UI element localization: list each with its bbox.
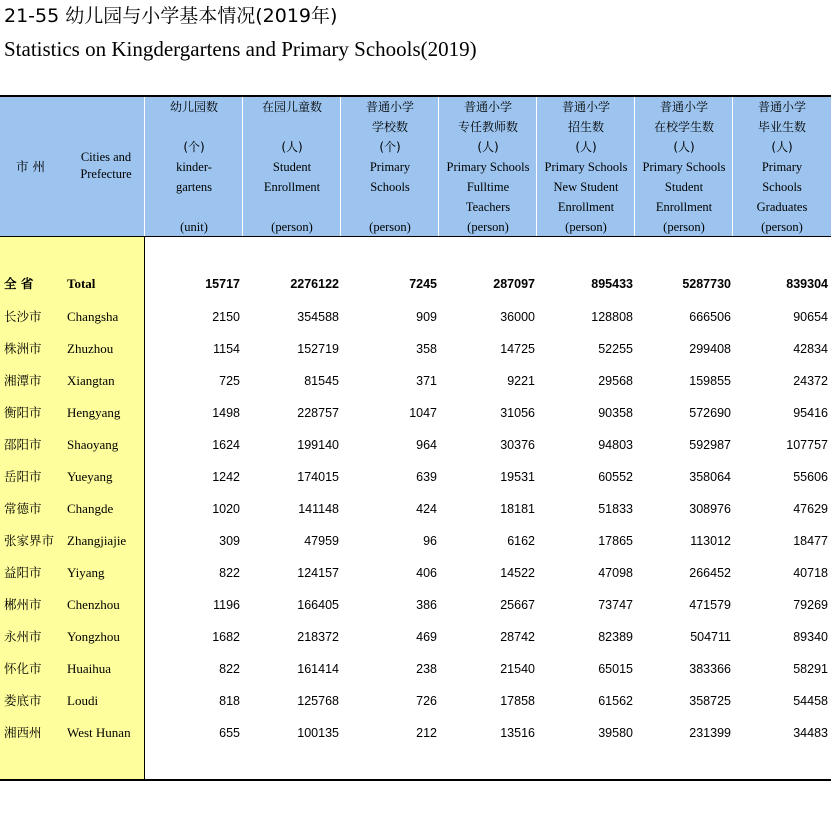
table-row (0, 301, 831, 333)
table-cell: 96 (423, 534, 437, 548)
table-cell: 354588 (297, 310, 339, 324)
page-title-zh: 21-55 幼儿园与小学基本情况(2019年) (4, 5, 338, 27)
stub-header-zh: 市 州 (16, 159, 45, 174)
row-label-zh: 邵阳市 (4, 437, 42, 452)
table-cell: 895433 (591, 277, 633, 291)
table-cell: 79269 (793, 598, 828, 612)
table-cell: 266452 (689, 566, 731, 580)
column-header-label-en: kinder- (176, 160, 212, 174)
table-row (0, 333, 831, 365)
table-cell: 5287730 (682, 277, 731, 291)
table-row (0, 461, 831, 493)
table-cell: 6162 (507, 534, 535, 548)
table-cell: 592987 (689, 438, 731, 452)
column-header-label-zh: 在园儿童数 (261, 100, 322, 114)
table-cell: 18181 (500, 502, 535, 516)
table-cell: 28742 (500, 630, 535, 644)
table-row (0, 685, 831, 717)
column-header-label-zh: (人) (771, 140, 793, 154)
row-label-en: Yiyang (67, 565, 105, 580)
column-header-unit-en: (person) (467, 220, 509, 234)
row-label-zh: 永州市 (4, 629, 42, 644)
table-row (0, 621, 831, 653)
column-header-label-en: Teachers (465, 200, 511, 214)
table-cell: 29568 (598, 374, 633, 388)
table-cell: 73747 (598, 598, 633, 612)
column-header-label-en: Fulltime (466, 180, 510, 194)
column-header-label-zh: 普通小学 (561, 100, 610, 114)
column-header-label-en: Primary Schools (544, 160, 628, 174)
column-header-label-zh: 毕业生数 (757, 120, 806, 134)
row-label-zh: 怀化市 (4, 661, 42, 676)
table-cell: 469 (416, 630, 437, 644)
table-cell: 159855 (689, 374, 731, 388)
table-cell: 166405 (297, 598, 339, 612)
column-header-unit-en: (person) (565, 220, 607, 234)
table-cell: 1682 (212, 630, 240, 644)
column-header-label-en: Enrollment (655, 200, 713, 214)
table-cell: 94803 (598, 438, 633, 452)
column-header-label-zh: 专任教师数 (457, 120, 518, 134)
row-label-en: Yueyang (67, 469, 113, 484)
row-label-zh: 衡阳市 (4, 405, 42, 420)
table-cell: 128808 (591, 310, 633, 324)
row-label-zh: 娄底市 (4, 693, 42, 708)
table-cell: 13516 (500, 726, 535, 740)
column-header-label-zh: (人) (281, 140, 303, 154)
stub-header-en: Cities and Prefecture (80, 150, 132, 181)
row-label-zh: 岳阳市 (4, 469, 42, 484)
column-header-unit-en: (person) (663, 220, 705, 234)
column-header-label-zh: (人) (477, 140, 499, 154)
row-label-en: Shaoyang (67, 437, 119, 452)
table-cell: 1498 (212, 406, 240, 420)
table-cell: 34483 (793, 726, 828, 740)
table-cell: 639 (416, 470, 437, 484)
table-cell: 358064 (689, 470, 731, 484)
table-cell: 287097 (493, 277, 535, 291)
column-header (537, 97, 635, 236)
table-cell: 21540 (500, 662, 535, 676)
table-cell: 228757 (297, 406, 339, 420)
row-label-zh: 益阳市 (4, 565, 42, 580)
table-cell: 358725 (689, 694, 731, 708)
column-header-label-zh: 普通小学 (757, 100, 806, 114)
table-cell: 36000 (500, 310, 535, 324)
table-cell: 358 (416, 342, 437, 356)
column-header-label-zh: (人) (575, 140, 597, 154)
row-label-en: Hengyang (67, 405, 121, 420)
table-cell: 383366 (689, 662, 731, 676)
row-label-en: Yongzhou (67, 629, 120, 644)
table-cell: 822 (219, 662, 240, 676)
table-cell: 199140 (297, 438, 339, 452)
column-header-label-en: Primary (369, 160, 411, 174)
table-cell: 107757 (786, 438, 828, 452)
table-cell: 55606 (793, 470, 828, 484)
table-cell: 9221 (507, 374, 535, 388)
table-cell: 655 (219, 726, 240, 740)
row-label-zh: 常德市 (4, 501, 42, 516)
table-cell: 2276122 (290, 277, 339, 291)
table-cell: 1154 (213, 342, 240, 356)
table-cell: 42834 (793, 342, 828, 356)
row-label-en: West Hunan (67, 725, 131, 740)
column-header-label-en: Enrollment (557, 200, 615, 214)
column-header-label-zh: 学校数 (371, 120, 408, 134)
table-cell: 113012 (690, 534, 731, 548)
table-cell: 24372 (793, 374, 828, 388)
table-cell: 18477 (793, 534, 828, 548)
row-label-en: Changsha (67, 309, 119, 324)
table-cell: 822 (219, 566, 240, 580)
column-header-label-zh: (人) (673, 140, 695, 154)
row-label-en: Chenzhou (67, 597, 120, 612)
column-header-label-zh: 招生数 (567, 120, 604, 134)
table-row (0, 557, 831, 589)
column-header-label-en: Schools (762, 180, 802, 194)
table-row (0, 429, 831, 461)
table-cell: 58291 (793, 662, 828, 676)
table-cell: 726 (416, 694, 437, 708)
table-cell: 89340 (793, 630, 828, 644)
table-cell: 19531 (500, 470, 535, 484)
row-label-zh: 全 省 (4, 276, 34, 291)
column-header-label-en: Enrollment (263, 180, 321, 194)
table-cell: 51833 (598, 502, 633, 516)
row-label-zh: 长沙市 (4, 309, 42, 324)
table-cell: 17865 (598, 534, 633, 548)
table-cell: 141148 (298, 502, 339, 516)
table-cell: 47629 (793, 502, 828, 516)
table-cell: 65015 (598, 662, 633, 676)
row-label-en: Loudi (67, 693, 99, 708)
column-header-label-en: Primary (761, 160, 803, 174)
column-header-label-zh: 普通小学 (463, 100, 512, 114)
column-header (439, 97, 537, 236)
column-header-label-en: Graduates (756, 200, 808, 214)
column-header-label-en: Primary Schools (642, 160, 726, 174)
row-label-zh: 郴州市 (4, 597, 42, 612)
table-cell: 174015 (297, 470, 339, 484)
table-cell: 299408 (689, 342, 731, 356)
table-cell: 81545 (304, 374, 339, 388)
table-row (0, 717, 831, 749)
table-cell: 7245 (409, 277, 437, 291)
table-cell: 52255 (598, 342, 633, 356)
table-row-total (0, 268, 831, 300)
row-label-en: Huaihua (67, 661, 112, 676)
table-cell: 25667 (500, 598, 535, 612)
row-label-en: Zhuzhou (67, 341, 114, 356)
table-cell: 818 (219, 694, 240, 708)
table-row (0, 365, 831, 397)
table-cell: 47098 (598, 566, 633, 580)
table-cell: 1020 (212, 502, 240, 516)
table-cell: 1196 (213, 598, 240, 612)
table-cell: 60552 (598, 470, 633, 484)
column-header-label-zh: (个) (183, 140, 205, 154)
table-cell: 308976 (689, 502, 731, 516)
table-cell: 90358 (598, 406, 633, 420)
column-header-label-en: Student (664, 180, 704, 194)
column-header (243, 97, 341, 236)
table-cell: 504711 (690, 630, 731, 644)
table-row (0, 397, 831, 429)
column-header-label-zh: (个) (379, 140, 401, 154)
table-cell: 424 (416, 502, 437, 516)
table-cell: 2150 (212, 310, 240, 324)
column-header-unit-en: (person) (761, 220, 803, 234)
column-header-unit-en: (person) (271, 220, 313, 234)
table-cell: 30376 (500, 438, 535, 452)
table-cell: 31056 (500, 406, 535, 420)
table-cell: 125768 (297, 694, 339, 708)
table-row (0, 653, 831, 685)
table-cell: 161414 (297, 662, 339, 676)
row-label-zh: 湘西州 (4, 725, 42, 740)
column-header (341, 97, 439, 236)
column-header-label-en: gartens (175, 180, 213, 194)
table-cell: 212 (416, 726, 437, 740)
row-label-zh: 张家界市 (4, 533, 55, 548)
row-label-en: Total (67, 276, 96, 291)
table-cell: 231399 (689, 726, 731, 740)
table-cell: 95416 (793, 406, 828, 420)
table-row (0, 525, 831, 557)
column-header-unit-en: (person) (369, 220, 411, 234)
table-cell: 124157 (297, 566, 339, 580)
row-label-en: Changde (67, 501, 114, 516)
table-cell: 471579 (689, 598, 731, 612)
table-cell: 82389 (598, 630, 633, 644)
table-cell: 386 (416, 598, 437, 612)
table-bottom-rule (0, 779, 831, 781)
table-cell: 1624 (212, 438, 240, 452)
table-row (0, 493, 831, 525)
table-cell: 406 (416, 566, 437, 580)
column-header-label-zh: 普通小学 (365, 100, 414, 114)
table-cell: 47959 (304, 534, 339, 548)
column-header-label-en: Schools (370, 180, 410, 194)
column-header-label-en: Student (272, 160, 312, 174)
table-row (0, 589, 831, 621)
table-cell: 964 (416, 438, 437, 452)
column-header-label-zh: 普通小学 (659, 100, 708, 114)
table-cell: 90654 (793, 310, 828, 324)
column-header (145, 97, 243, 236)
row-label-en: Zhangjiajie (67, 533, 127, 548)
column-header-label-zh: 幼儿园数 (169, 100, 218, 114)
table-cell: 1242 (212, 470, 240, 484)
table-cell: 14522 (500, 566, 535, 580)
column-header-label-en: Primary Schools (446, 160, 530, 174)
table-cell: 40718 (793, 566, 828, 580)
table-cell: 54458 (793, 694, 828, 708)
column-header (733, 97, 831, 236)
table-cell: 238 (416, 662, 437, 676)
row-label-en: Xiangtan (67, 373, 115, 388)
table-cell: 39580 (598, 726, 633, 740)
table-cell: 839304 (786, 277, 828, 291)
table-cell: 666506 (689, 310, 731, 324)
table-cell: 152719 (297, 342, 339, 356)
table-cell: 17858 (500, 694, 535, 708)
table-cell: 218372 (297, 630, 339, 644)
table-cell: 909 (416, 310, 437, 324)
table-cell: 725 (219, 374, 240, 388)
column-header-label-en: New Student (553, 180, 619, 194)
column-header-unit-en: (unit) (180, 220, 208, 234)
table-cell: 14725 (500, 342, 535, 356)
page-title-en: Statistics on Kingdergartens and Primary Schools(2019) (4, 37, 477, 61)
table-cell: 371 (416, 374, 437, 388)
table-cell: 572690 (689, 406, 731, 420)
table-cell: 100135 (297, 726, 339, 740)
row-label-zh: 株洲市 (4, 341, 42, 356)
row-label-zh: 湘潭市 (4, 373, 42, 388)
table-cell: 15717 (205, 277, 240, 291)
table-cell: 1047 (409, 406, 437, 420)
table-cell: 309 (219, 534, 240, 548)
column-header-label-zh: 在校学生数 (653, 120, 714, 134)
table-cell: 61562 (598, 694, 633, 708)
column-header (635, 97, 733, 236)
